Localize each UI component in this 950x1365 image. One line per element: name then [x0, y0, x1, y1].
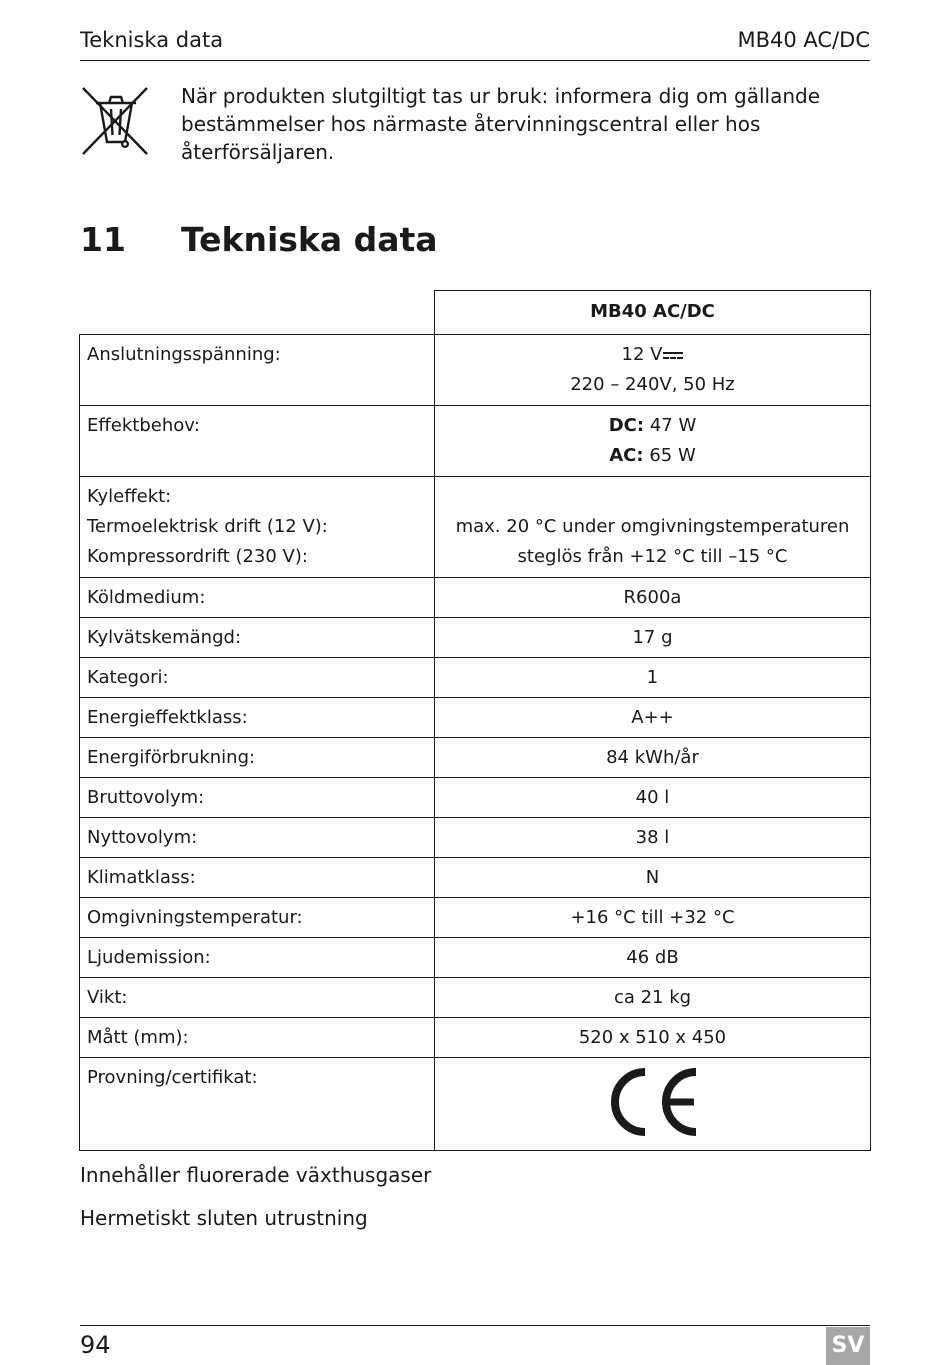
thermo-value: max. 20 °C under omgivningstemperaturen — [455, 516, 850, 537]
row-label: Effektbehov: — [80, 406, 435, 477]
row-value — [435, 335, 871, 406]
row-value: N — [435, 858, 871, 898]
power-ac-value: 65 W — [649, 445, 696, 466]
table-row — [80, 818, 871, 858]
table-header-row — [80, 291, 871, 335]
thermo-label: Termoelektrisk drift (12 V): — [87, 516, 328, 537]
row-value: 1 — [435, 658, 871, 698]
row-value: 84 kWh/år — [435, 738, 871, 778]
crossed-out-wheelie-bin-icon — [80, 85, 150, 157]
disposal-instructions: När produkten slutgiltigt tas ur bruk: informera dig om gällande bestämmelser hos närmaste återvinningscentral eller hos återförsäljaren. — [181, 84, 821, 164]
compressor-value: steglös från +12 °C till –15 °C — [517, 546, 788, 567]
row-value — [435, 477, 871, 578]
voltage-dc-value: 12 V — [621, 344, 663, 365]
section-title: Tekniska data — [181, 220, 438, 259]
row-label: Energiförbrukning: — [80, 738, 435, 778]
table-column-header: MB40 AC/DC — [435, 291, 871, 335]
row-value — [435, 1058, 871, 1151]
table-row — [80, 618, 871, 658]
row-value: 46 dB — [435, 938, 871, 978]
row-label: Kategori: — [80, 658, 435, 698]
footer-divider — [80, 1325, 870, 1326]
row-value: ca 21 kg — [435, 978, 871, 1018]
fluorinated-gas-note: Innehåller fluorerade växthusgaser — [80, 1163, 432, 1187]
row-label: Klimatklass: — [80, 858, 435, 898]
row-value: 38 l — [435, 818, 871, 858]
table-row — [80, 658, 871, 698]
table-row — [80, 698, 871, 738]
hermetic-note: Hermetiskt sluten utrustning — [80, 1206, 368, 1230]
dc-symbol-icon — [663, 351, 683, 360]
table-row — [80, 898, 871, 938]
table-row — [80, 578, 871, 618]
table-row — [80, 1018, 871, 1058]
row-value: 17 g — [435, 618, 871, 658]
row-label: Mått (mm): — [80, 1018, 435, 1058]
row-value: +16 °C till +32 °C — [435, 898, 871, 938]
row-label: Provning/certifikat: — [80, 1058, 435, 1151]
cooling-label: Kyleffekt: — [87, 486, 172, 507]
table-row — [80, 406, 871, 477]
table-row — [80, 778, 871, 818]
row-label: Nyttovolym: — [80, 818, 435, 858]
technical-data-table — [79, 290, 871, 1151]
row-label — [80, 477, 435, 578]
table-row — [80, 858, 871, 898]
table-row — [80, 335, 871, 406]
table-row — [80, 477, 871, 578]
row-value: R600a — [435, 578, 871, 618]
row-label: Omgivningstemperatur: — [80, 898, 435, 938]
table-row — [80, 938, 871, 978]
table-corner-cell — [80, 291, 435, 335]
header-divider — [80, 60, 870, 61]
table-row — [80, 1058, 871, 1151]
row-label: Ljudemission: — [80, 938, 435, 978]
row-label: Anslutningsspänning: — [80, 335, 435, 406]
row-label: Bruttovolym: — [80, 778, 435, 818]
power-dc-label: DC: — [608, 415, 645, 436]
table-row — [80, 738, 871, 778]
row-label: Energieffektklass: — [80, 698, 435, 738]
compressor-label: Kompressordrift (230 V): — [87, 546, 308, 567]
power-dc-value: 47 W — [649, 415, 697, 436]
row-label: Vikt: — [80, 978, 435, 1018]
section-number: 11 — [80, 220, 126, 259]
language-badge: SV — [826, 1327, 870, 1365]
ce-mark-icon — [604, 1067, 702, 1137]
voltage-ac-value: 220 – 240V, 50 Hz — [570, 374, 735, 395]
row-label: Köldmedium: — [80, 578, 435, 618]
table-row — [80, 978, 871, 1018]
row-value: 520 x 510 x 450 — [435, 1018, 871, 1058]
row-label: Kylvätskemängd: — [80, 618, 435, 658]
row-value: A++ — [435, 698, 871, 738]
page-number: 94 — [80, 1331, 111, 1359]
running-header-model: MB40 AC/DC — [737, 28, 870, 52]
power-ac-label: AC: — [609, 445, 644, 466]
running-header-title: Tekniska data — [80, 28, 224, 52]
row-value — [435, 406, 871, 477]
row-value: 40 l — [435, 778, 871, 818]
